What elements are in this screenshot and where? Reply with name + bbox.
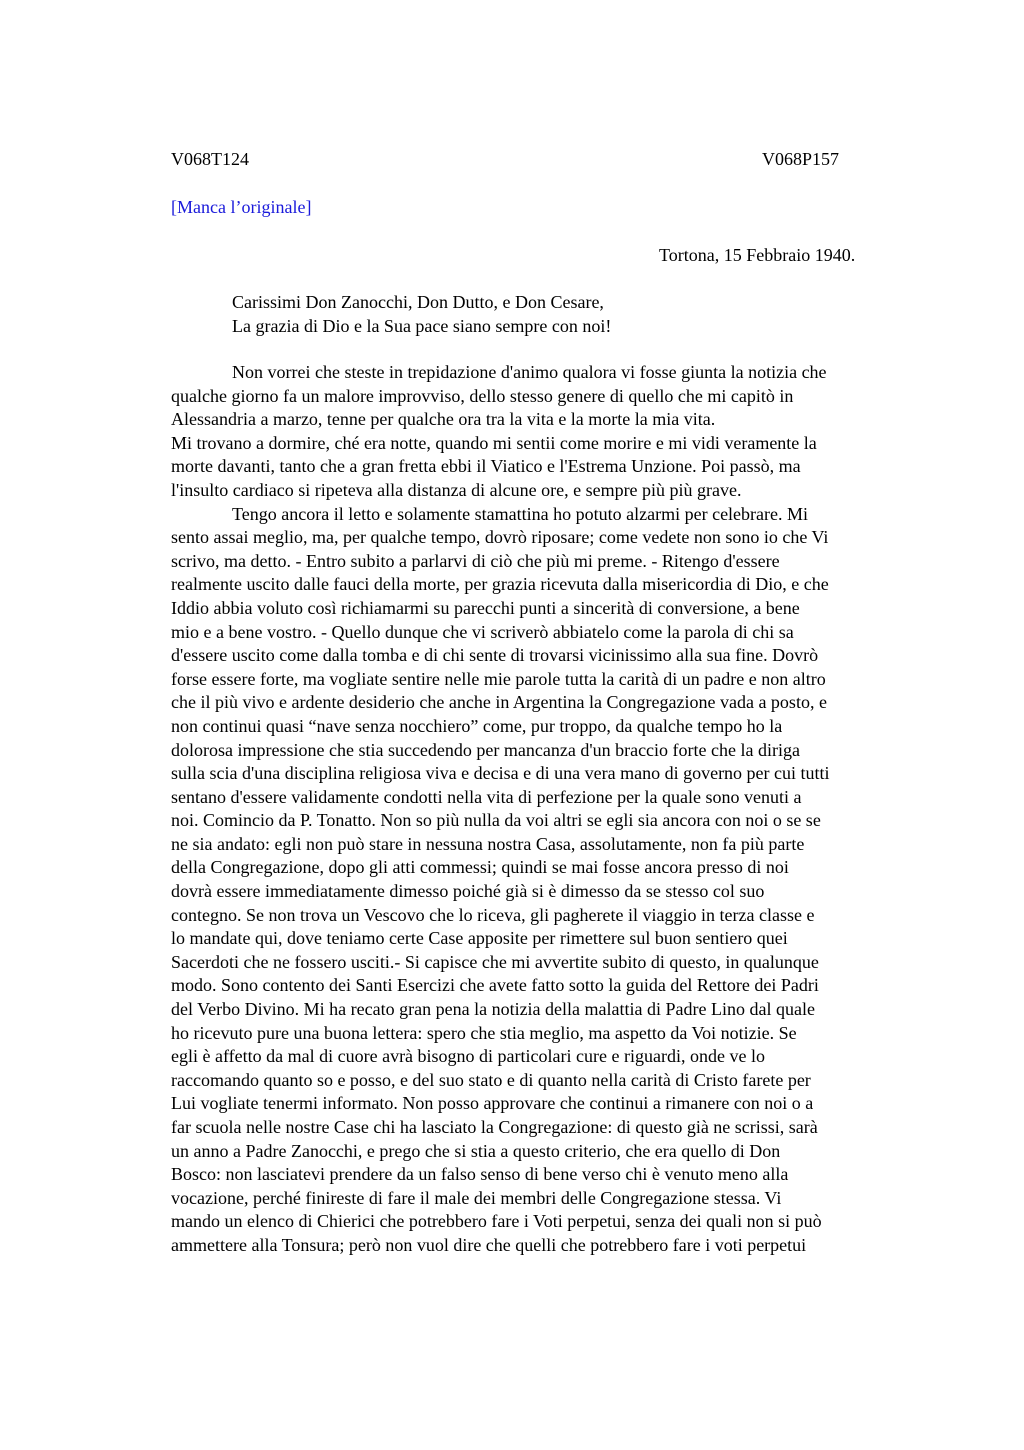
body-line: Non vorrei che steste in trepidazione d'animo qualora vi fosse giunta la notizia che (232, 362, 827, 382)
body-line: egli è affetto da mal di cuore avrà bisogno di particolari cure e riguardi, onde ve lo (171, 1046, 765, 1067)
body-line: morte davanti, tanto che a gran fretta ebbi il Viatico e l'Estrema Unzione. Poi passò, ma (171, 456, 801, 477)
body-line: della Congregazione, dopo gli atti commessi; quindi se mai fosse ancora presso di noi (171, 857, 789, 878)
body-line: Iddio abbia voluto così richiamarmi su parecchi punti a sincerità di conversione, a bene (171, 597, 800, 618)
body-line: mando un elenco di Chierici che potrebbero fare i Voti perpetui, senza dei quali non si può (171, 1211, 822, 1232)
body-line: modo. Sono contento dei Santi Esercizi che avete fatto sotto la guida del Rettore dei Padri (171, 975, 819, 996)
body-line: sulla scia d'una disciplina religiosa viva e decisa e di una vera mano di governo per cui tutti (171, 763, 830, 784)
body-line: che il più vivo e ardente desiderio che anche in Argentina la Congregazione vada a posto, e (171, 692, 827, 713)
body-line: Sacerdoti che ne fossero usciti.- Si capisce che mi avvertite subito di questo, in qualunque (171, 951, 819, 972)
salutation-line: La grazia di Dio e la Sua pace siano sempre con noi! (232, 315, 612, 336)
body-line: qualche giorno fa un malore improvviso, dello stesso genere di quello che mi capitò in (171, 385, 794, 406)
document-code-left: V068T124 (171, 149, 249, 169)
body-line: non continui quasi “nave senza nocchiero” come, pur troppo, da qualche tempo ho la (171, 715, 783, 736)
body-line: contegno. Se non trova un Vescovo che lo riceva, gli pagherete il viaggio in terza classe e (171, 904, 815, 925)
body-line: sento assai meglio, ma, per qualche tempo, dovrò riposare; come vedete non sono io che Vi (171, 527, 829, 548)
body-line: forse essere forte, ma vogliate sentire nelle mie parole tutta la carità di un padre e non altro (171, 668, 826, 689)
document-code-right: V068P157 (761, 149, 839, 169)
body-line: del Verbo Divino. Mi ha recato gran pena la notizia della malattia di Padre Lino dal quale (171, 999, 815, 1020)
body-line: raccomando quanto so e posso, e del suo stato e di quanto nella carità di Cristo farete per (171, 1069, 811, 1090)
body-line: lo mandate qui, dove teniamo certe Case apposite per rimettere sul buon sentiero quei (171, 928, 788, 949)
body-line: Bosco: non lasciatevi prendere da un falso senso di bene verso chi è venuto meno alla (171, 1164, 789, 1185)
letter-date: Tortona, 15 Febbraio 1940. (659, 245, 856, 265)
salutation-line: Carissimi Don Zanocchi, Don Dutto, e Don Cesare, (232, 292, 604, 312)
body-line: noi. Comincio da P. Tonatto. Non so più nulla da voi altri se egli sia ancora con noi o se se (171, 810, 821, 831)
body-line: sentano d'essere validamente condotti nella vita di perfezione per la quale sono venuti a (171, 786, 802, 807)
body-line: Tengo ancora il letto e solamente stamattina ho potuto alzarmi per celebrare. Mi (232, 503, 809, 524)
body-line: realmente uscito dalle fauci della morte, per grazia ricevuta dalla misericordia di Dio, e che (171, 574, 829, 595)
body-line: Lui vogliate tenermi informato. Non posso approvare che continui a rimanere con noi o a (171, 1093, 814, 1114)
body-line: un anno a Padre Zanocchi, e prego che si stia a questo criterio, che era quello di Don (171, 1140, 781, 1161)
body-line: Mi trovano a dormire, ché era notte, quando mi sentii come morire e mi vidi veramente la (171, 432, 817, 453)
body-line: scrivo, ma detto. - Entro subito a parlarvi di ciò che più mi preme. - Ritengo d'essere (171, 550, 780, 571)
body-line: vocazione, perché finireste di fare il male dei membri delle Congregazione stessa. Vi (171, 1187, 782, 1208)
body-line: d'essere uscito come dalla tomba e di chi sente di trovarsi vicinissimo alla sua fine. Dovrò (171, 645, 819, 666)
body-line: l'insulto cardiaco si ripeteva alla distanza di alcune ore, e sempre più più grave. (171, 479, 742, 500)
body-line: ne sia andato: egli non può stare in nessuna nostra Casa, assolutamente, non fa più parte (171, 833, 805, 854)
original-missing-note: [Manca l’originale] (171, 197, 312, 217)
body-line: dovrà essere immediatamente dimesso poiché già si è dimesso da se stesso col suo (171, 881, 765, 902)
body-line: ho ricevuto pure una buona lettera: spero che stia meglio, ma aspetto da Voi notizie. Se (171, 1022, 797, 1043)
body-line: Alessandria a marzo, tenne per qualche ora tra la vita e la morte la mia vita. (171, 409, 716, 430)
body-line: dolorosa impressione che stia succedendo per mancanza d'un braccio forte che la diriga (171, 739, 800, 760)
body-line: ammettere alla Tonsura; però non vuol dire che quelli che potrebbero fare i voti perpetui (171, 1234, 807, 1255)
body-line: far scuola nelle nostre Case chi ha lasciato la Congregazione: di questo già ne scrissi, sarà (171, 1117, 818, 1137)
letter-salutation (232, 291, 611, 338)
letter-body (171, 361, 830, 1258)
body-line: mio e a bene vostro. - Quello dunque che vi scriverò abbiatelo come la parola di chi sa (171, 621, 794, 642)
